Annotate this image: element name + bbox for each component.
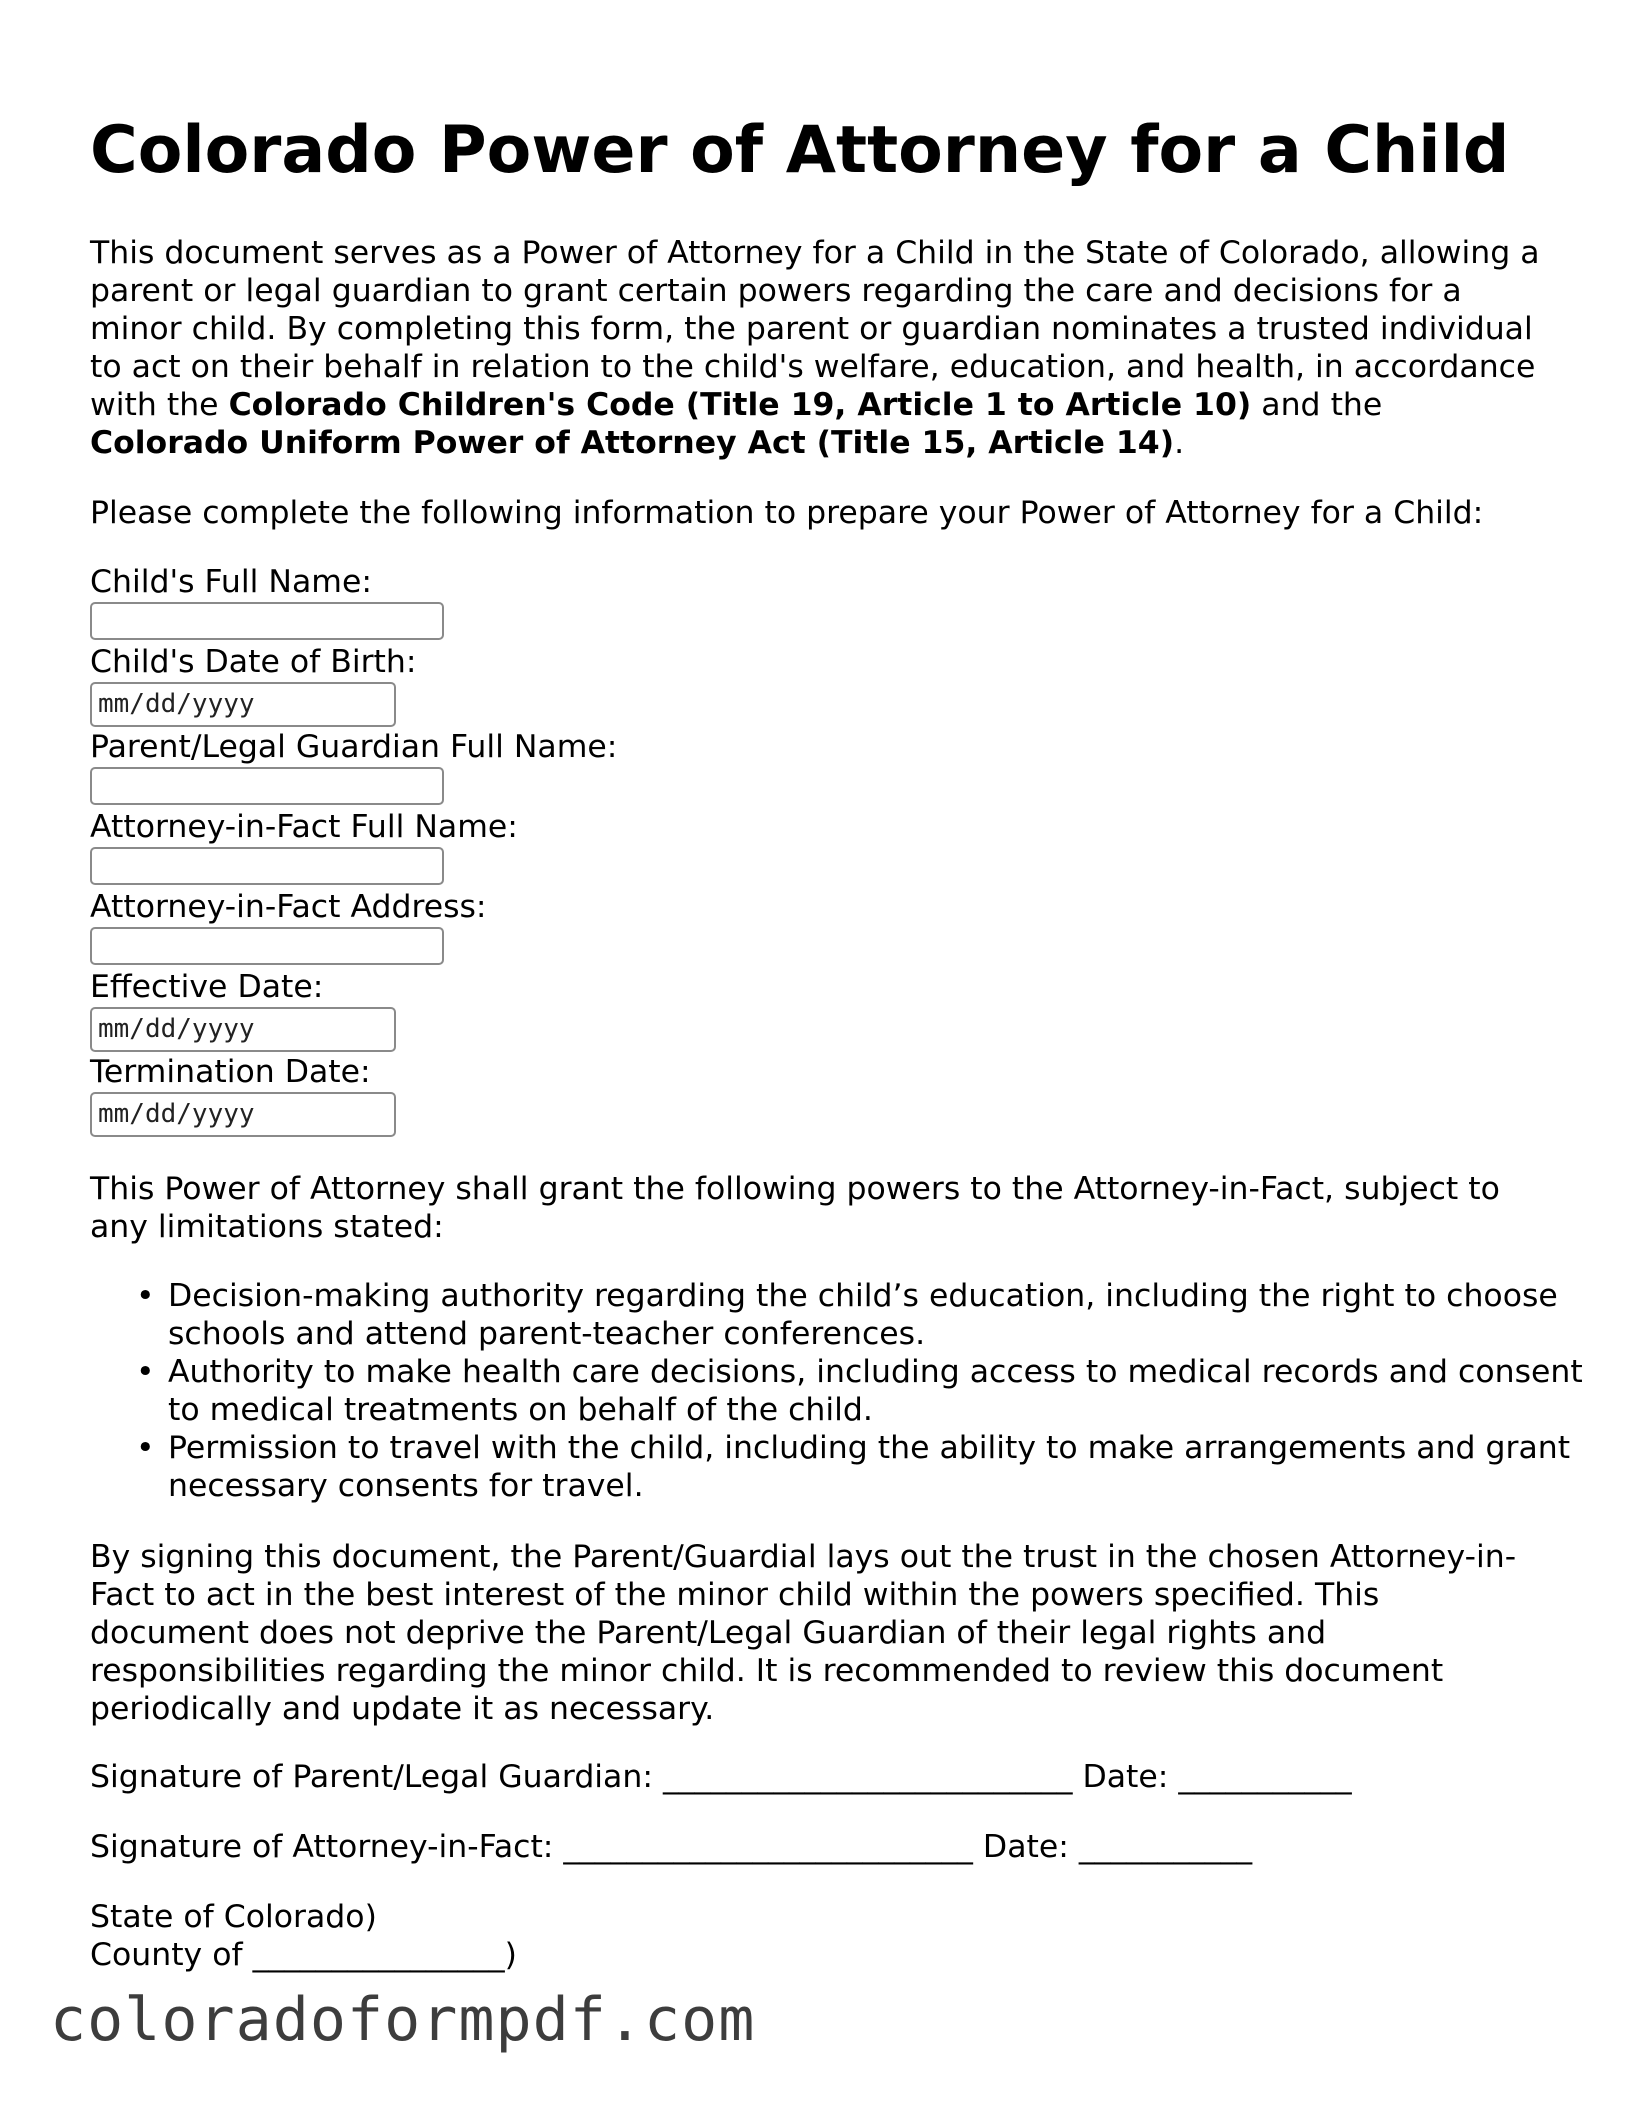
power-item-text: Authority to make health care decisions, including access to medical records and consent to medical treatments on behalf of the child. <box>168 1354 1583 1428</box>
guardian-name-input[interactable] <box>90 767 444 805</box>
bullet-icon: • <box>136 1354 155 1390</box>
powers-intro-text: This Power of Attorney shall grant the following powers to the Attorney-in-Fact, subject to any limitations stated: <box>90 1171 1500 1245</box>
child-dob-placeholder: mm/dd/yyyy <box>98 689 255 719</box>
guardian-signature-line: Signature of Parent/Legal Guardian: __________________________ Date: ___________ <box>90 1759 1352 1795</box>
bullet-icon: • <box>136 1430 155 1466</box>
attorney-signature-line: Signature of Attorney-in-Fact: __________________________ Date: ___________ <box>90 1829 1253 1865</box>
attorney-address-label: Attorney-in-Fact Address: <box>90 889 487 925</box>
child-dob-input[interactable] <box>90 682 396 727</box>
intro-text-3: . <box>1174 425 1185 461</box>
page-title: Colorado Power of Attorney for a Child <box>90 113 1510 188</box>
effective-date-placeholder: mm/dd/yyyy <box>98 1014 255 1044</box>
effective-date-label: Effective Date: <box>90 969 324 1005</box>
instructions-text: Please complete the following information to prepare your Power of Attorney for a Child: <box>90 495 1484 531</box>
watermark: coloradoformpdf.com <box>50 1985 756 2055</box>
intro-bold-poa-act: Colorado Uniform Power of Attorney Act (Title 15, Article 14) <box>90 425 1175 461</box>
child-dob-label: Child's Date of Birth: <box>90 644 417 680</box>
termination-date-placeholder: mm/dd/yyyy <box>98 1099 255 1129</box>
county-line: County of ________________) <box>90 1937 517 1973</box>
state-line: State of Colorado) <box>90 1899 377 1935</box>
attorney-address-input[interactable] <box>90 927 444 965</box>
intro-paragraph <box>90 234 1540 462</box>
termination-date-input[interactable] <box>90 1092 396 1137</box>
guardian-name-label: Parent/Legal Guardian Full Name: <box>90 729 618 765</box>
power-item-text: Decision-making authority regarding the child’s education, including the right to choose schools and attend parent-teacher conferences. <box>168 1278 1558 1352</box>
intro-bold-childrens-code: Colorado Children's Code (Title 19, Article 1 to Article 10) <box>228 387 1252 423</box>
child-name-input[interactable] <box>90 602 444 640</box>
bullet-icon: • <box>136 1278 155 1314</box>
attorney-name-input[interactable] <box>90 847 444 885</box>
powers-list <box>90 1277 1618 1505</box>
termination-date-label: Termination Date: <box>90 1054 371 1090</box>
intro-text-1: This document serves as a Power of Attorney for a Child in the State of Colorado, allowing a parent or legal guardian to grant certain powers regarding the care and decisions for a minor child. By completing this form, the parent or guardian nominates a trusted individual to act on their behalf in relation to the child's welfare, education, and health, in accordance with the <box>90 235 1540 423</box>
power-item-health <box>136 1353 1618 1429</box>
effective-date-input[interactable] <box>90 1007 396 1052</box>
attorney-name-label: Attorney-in-Fact Full Name: <box>90 809 518 845</box>
power-item-text: Permission to travel with the child, including the ability to make arrangements and grant necessary consents for travel. <box>168 1430 1571 1504</box>
intro-text-2: and the <box>1251 387 1383 423</box>
child-name-label: Child's Full Name: <box>90 564 372 600</box>
power-item-travel <box>136 1429 1618 1505</box>
closing-paragraph: By signing this document, the Parent/Guardial lays out the trust in the chosen Attorney-in-Fact to act in the best interest of the minor child within the powers specified. This document does not deprive the Parent/Legal Guardian of their legal rights and responsibilities regarding the minor child. It is recommended to review this document periodically and update it as necessary. <box>90 1539 1517 1727</box>
power-item-education <box>136 1277 1618 1353</box>
